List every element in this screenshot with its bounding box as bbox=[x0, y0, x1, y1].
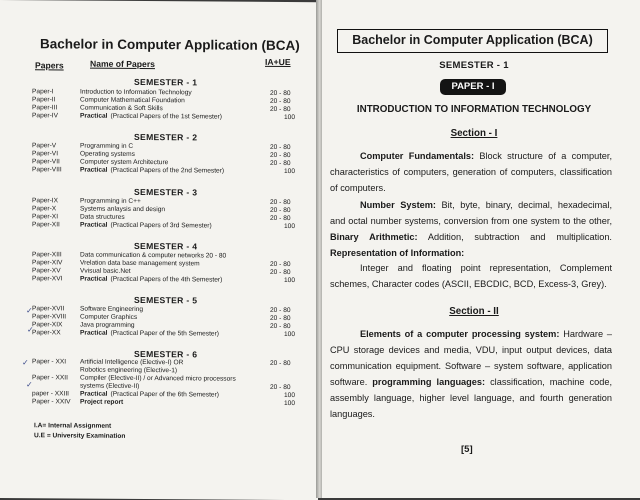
paper-name: Robotics engineering (Elective-1) bbox=[80, 366, 178, 375]
paper-name: Computer Mathematical Foundation bbox=[80, 96, 185, 105]
paper-code: Paper-XIX bbox=[32, 321, 63, 329]
paper-code: Paper-XVI bbox=[32, 275, 63, 283]
left-page bbox=[0, 0, 318, 500]
paper-name-detail: (Practical Papers of the 1st Semester) bbox=[110, 112, 222, 121]
paper-code: paper - XXIII bbox=[32, 390, 70, 398]
paper-name: Programming in C++ bbox=[80, 197, 141, 205]
term-programming-languages: programming languages: bbox=[367, 377, 486, 387]
paper-code: Paper - XXII bbox=[32, 374, 68, 382]
paper-name-detail: (Practical Paper of the 6th Semester) bbox=[110, 390, 219, 399]
semester-title: SEMESTER - 3 bbox=[134, 186, 198, 198]
legend-ue: U.E = University Examination bbox=[34, 432, 126, 440]
paper-name: Operating systems bbox=[80, 150, 135, 158]
paper-name: Data communication & computer networks 20 - 80 bbox=[80, 251, 227, 260]
paper-row bbox=[32, 251, 312, 260]
paper-name: Data structures bbox=[80, 213, 125, 221]
text-processing-system: Hardware – CPU storage devices and media, VDU, input output devices, data communication equipment. Software – system software, application software. bbox=[330, 329, 613, 387]
paper-name bbox=[80, 113, 222, 122]
paper-marks: 100 bbox=[284, 167, 296, 176]
check-mark-icon: ✓ bbox=[26, 380, 33, 390]
paper-marks: 20 - 80 bbox=[270, 214, 291, 223]
paper-name bbox=[80, 330, 219, 339]
paper-marks: 20 - 80 bbox=[270, 260, 291, 269]
paper-row bbox=[32, 305, 312, 315]
text-integer-representation: Integer and floating point representation, Complement schemes, Character codes (ASCII, EBCDIC, BCD, Excess-3, Grey). bbox=[330, 263, 612, 289]
paper-name-bold: Practical bbox=[80, 390, 108, 398]
legend-ia: I.A= Internal Assignment bbox=[34, 422, 112, 430]
paper-name: Software Engineering bbox=[80, 305, 144, 313]
paper-name-bold: Practical bbox=[80, 112, 108, 120]
paper-name: Artificial Intelligence (Elective-I) OR bbox=[80, 358, 184, 367]
paper-marks: 20 - 80 bbox=[270, 359, 291, 368]
paper-code: Paper-IV bbox=[32, 112, 59, 120]
paper-code: Paper-X bbox=[32, 205, 57, 213]
semester-heading: SEMESTER - 1 bbox=[439, 60, 509, 71]
paper-name bbox=[80, 167, 224, 176]
paper-row bbox=[32, 197, 312, 207]
check-mark-icon: ✓ bbox=[27, 325, 34, 335]
paper-code: Paper-XIII bbox=[32, 251, 62, 259]
term-computer-fundamentals: Computer Fundamentals: bbox=[360, 151, 475, 161]
paragraph-computer-fundamentals bbox=[330, 148, 612, 196]
paper-name bbox=[80, 399, 126, 407]
paper-code: Paper-III bbox=[32, 104, 58, 112]
paper-name bbox=[80, 222, 212, 231]
paper-name-bold: Practical bbox=[80, 221, 108, 229]
paper-marks: 100 bbox=[284, 330, 296, 339]
paper-marks: 100 bbox=[284, 399, 296, 408]
paper-code: Paper-XV bbox=[32, 267, 61, 275]
paper-code: Paper-V bbox=[32, 142, 57, 150]
paper-code: Paper-IX bbox=[32, 197, 59, 205]
paper-marks: 20 - 80 bbox=[270, 151, 291, 160]
term-binary-arithmetic: Binary Arithmetic: bbox=[330, 232, 418, 242]
right-page-title: Bachelor in Computer Application (BCA) bbox=[337, 29, 608, 53]
right-page bbox=[322, 0, 640, 498]
paper-code: Paper-I bbox=[32, 88, 54, 96]
text-number-system: Bit, byte, binary, decimal, hexadecimal, and octal number systems, conversion from one system to the other, bbox=[330, 200, 612, 226]
term-number-system: Number System: bbox=[360, 200, 436, 210]
paper-code: Paper-XI bbox=[32, 213, 59, 221]
check-mark-icon: ✓ bbox=[26, 306, 33, 316]
paper-name bbox=[80, 276, 222, 285]
paper-marks: 20 - 80 bbox=[270, 206, 291, 215]
paper-code: Paper-VIII bbox=[32, 166, 62, 174]
paper-name-detail: (Practical Papers of 3rd Semester) bbox=[110, 221, 212, 230]
paper-marks: 20 - 80 bbox=[270, 143, 291, 152]
paper-marks: 20 - 80 bbox=[270, 268, 291, 277]
paper-name: Communication & Soft Skills bbox=[80, 104, 163, 113]
paper-code: Paper-II bbox=[32, 96, 56, 104]
paper-name-detail: (Practical Papers of the 2nd Semester) bbox=[110, 166, 225, 175]
section-1-heading: Section - I bbox=[450, 128, 498, 139]
semester-title: SEMESTER - 6 bbox=[134, 348, 198, 360]
page-number: [5] bbox=[461, 444, 473, 455]
term-processing-system: Elements of a computer processing system: bbox=[360, 329, 560, 339]
paper-name: Introduction to Information Technology bbox=[80, 88, 192, 97]
paper-code: Paper-XII bbox=[32, 221, 60, 229]
semester-title: SEMESTER - 1 bbox=[134, 76, 198, 88]
paper-name-bold: Practical bbox=[80, 275, 108, 283]
paper-badge: PAPER - I bbox=[440, 79, 506, 95]
paper-marks: 20 - 80 bbox=[270, 105, 291, 114]
paper-code: Paper-VII bbox=[32, 158, 60, 166]
semester-title: SEMESTER - 2 bbox=[134, 131, 198, 143]
paper-marks: 100 bbox=[284, 391, 296, 400]
paragraph-integer-representation bbox=[330, 260, 612, 292]
left-page-title: Bachelor in Computer Application (BCA) bbox=[40, 36, 300, 54]
text-computer-fundamentals: Block structure of a computer, characteristics of computers, generation of computers, classification of computers. bbox=[330, 151, 613, 193]
paper-marks: 100 bbox=[284, 276, 296, 285]
paper-name: Vrelation data base management system bbox=[80, 259, 200, 268]
paper-code: Paper - XXIV bbox=[32, 398, 71, 406]
text-programming-languages: classification, machine code, assembly language, higher level language, and fourth generation languages. bbox=[330, 377, 612, 419]
paper-name-bold: Practical bbox=[80, 166, 108, 174]
paper-name-detail: (Practical Paper of the 5th Semester) bbox=[110, 329, 219, 338]
paragraph-processing-system bbox=[330, 326, 612, 422]
paper-code: Paper - XXI bbox=[32, 358, 67, 366]
names-column-header: Name of Papers bbox=[90, 58, 155, 70]
paper-marks: 20 - 80 bbox=[270, 383, 291, 392]
subject-title: INTRODUCTION TO INFORMATION TECHNOLOGY bbox=[356, 104, 592, 115]
semester-title: SEMESTER - 5 bbox=[134, 294, 198, 306]
paper-code: Paper-XVIII bbox=[32, 313, 67, 321]
paper-name: Vvisual basic.Net bbox=[80, 267, 131, 275]
paper-name: Computer Graphics bbox=[80, 313, 138, 321]
paper-code: Paper-VI bbox=[32, 150, 59, 158]
semester-title: SEMESTER - 4 bbox=[134, 240, 198, 252]
paper-marks: 100 bbox=[284, 222, 296, 231]
paper-marks: 20 - 80 bbox=[270, 322, 291, 331]
paper-name-bold: Practical bbox=[80, 329, 108, 337]
paper-name: Java programming bbox=[80, 321, 135, 329]
paper-row bbox=[32, 358, 312, 368]
paper-name: Systems anlaysis and design bbox=[80, 205, 166, 214]
paper-row bbox=[32, 259, 312, 269]
paper-name: systems (Elective-II) bbox=[80, 382, 140, 390]
paper-marks: 20 - 80 bbox=[270, 198, 291, 207]
paper-marks: 100 bbox=[284, 113, 296, 122]
paper-row bbox=[32, 374, 312, 383]
paper-marks: 20 - 80 bbox=[270, 314, 291, 323]
paper-name-bold: Project report bbox=[80, 398, 124, 406]
paper-name-detail: (Practical Papers of the 4th Semester) bbox=[110, 275, 223, 284]
paper-row bbox=[32, 88, 312, 98]
text-binary-arithmetic: Addition, subtraction and multiplication. bbox=[417, 232, 612, 242]
marks-column-header: IA+UE bbox=[265, 56, 291, 68]
papers-column-header: Papers bbox=[35, 60, 64, 71]
paragraph-number-system bbox=[330, 197, 612, 261]
term-representation: Representation of Information: bbox=[330, 248, 465, 258]
paper-name: Compiler (Elective-II) / or Advanced micro processors bbox=[80, 374, 236, 383]
paper-name: Programming in C bbox=[80, 142, 134, 150]
paper-row bbox=[32, 142, 312, 152]
paper-marks: 20 - 80 bbox=[270, 89, 291, 98]
section-2-heading: Section - II bbox=[449, 306, 499, 317]
paper-marks: 20 - 80 bbox=[270, 159, 291, 168]
paper-code: Paper-XVII bbox=[32, 305, 65, 313]
semester-list bbox=[0, 0, 318, 2]
paper-marks: 20 - 80 bbox=[270, 97, 291, 106]
paper-code: Paper-XIV bbox=[32, 259, 63, 267]
check-mark-icon: ✓ bbox=[22, 358, 29, 368]
paper-code: Paper-XX bbox=[32, 329, 61, 337]
paper-name: Computer system Architecture bbox=[80, 158, 169, 167]
paper-marks: 20 - 80 bbox=[270, 306, 291, 315]
